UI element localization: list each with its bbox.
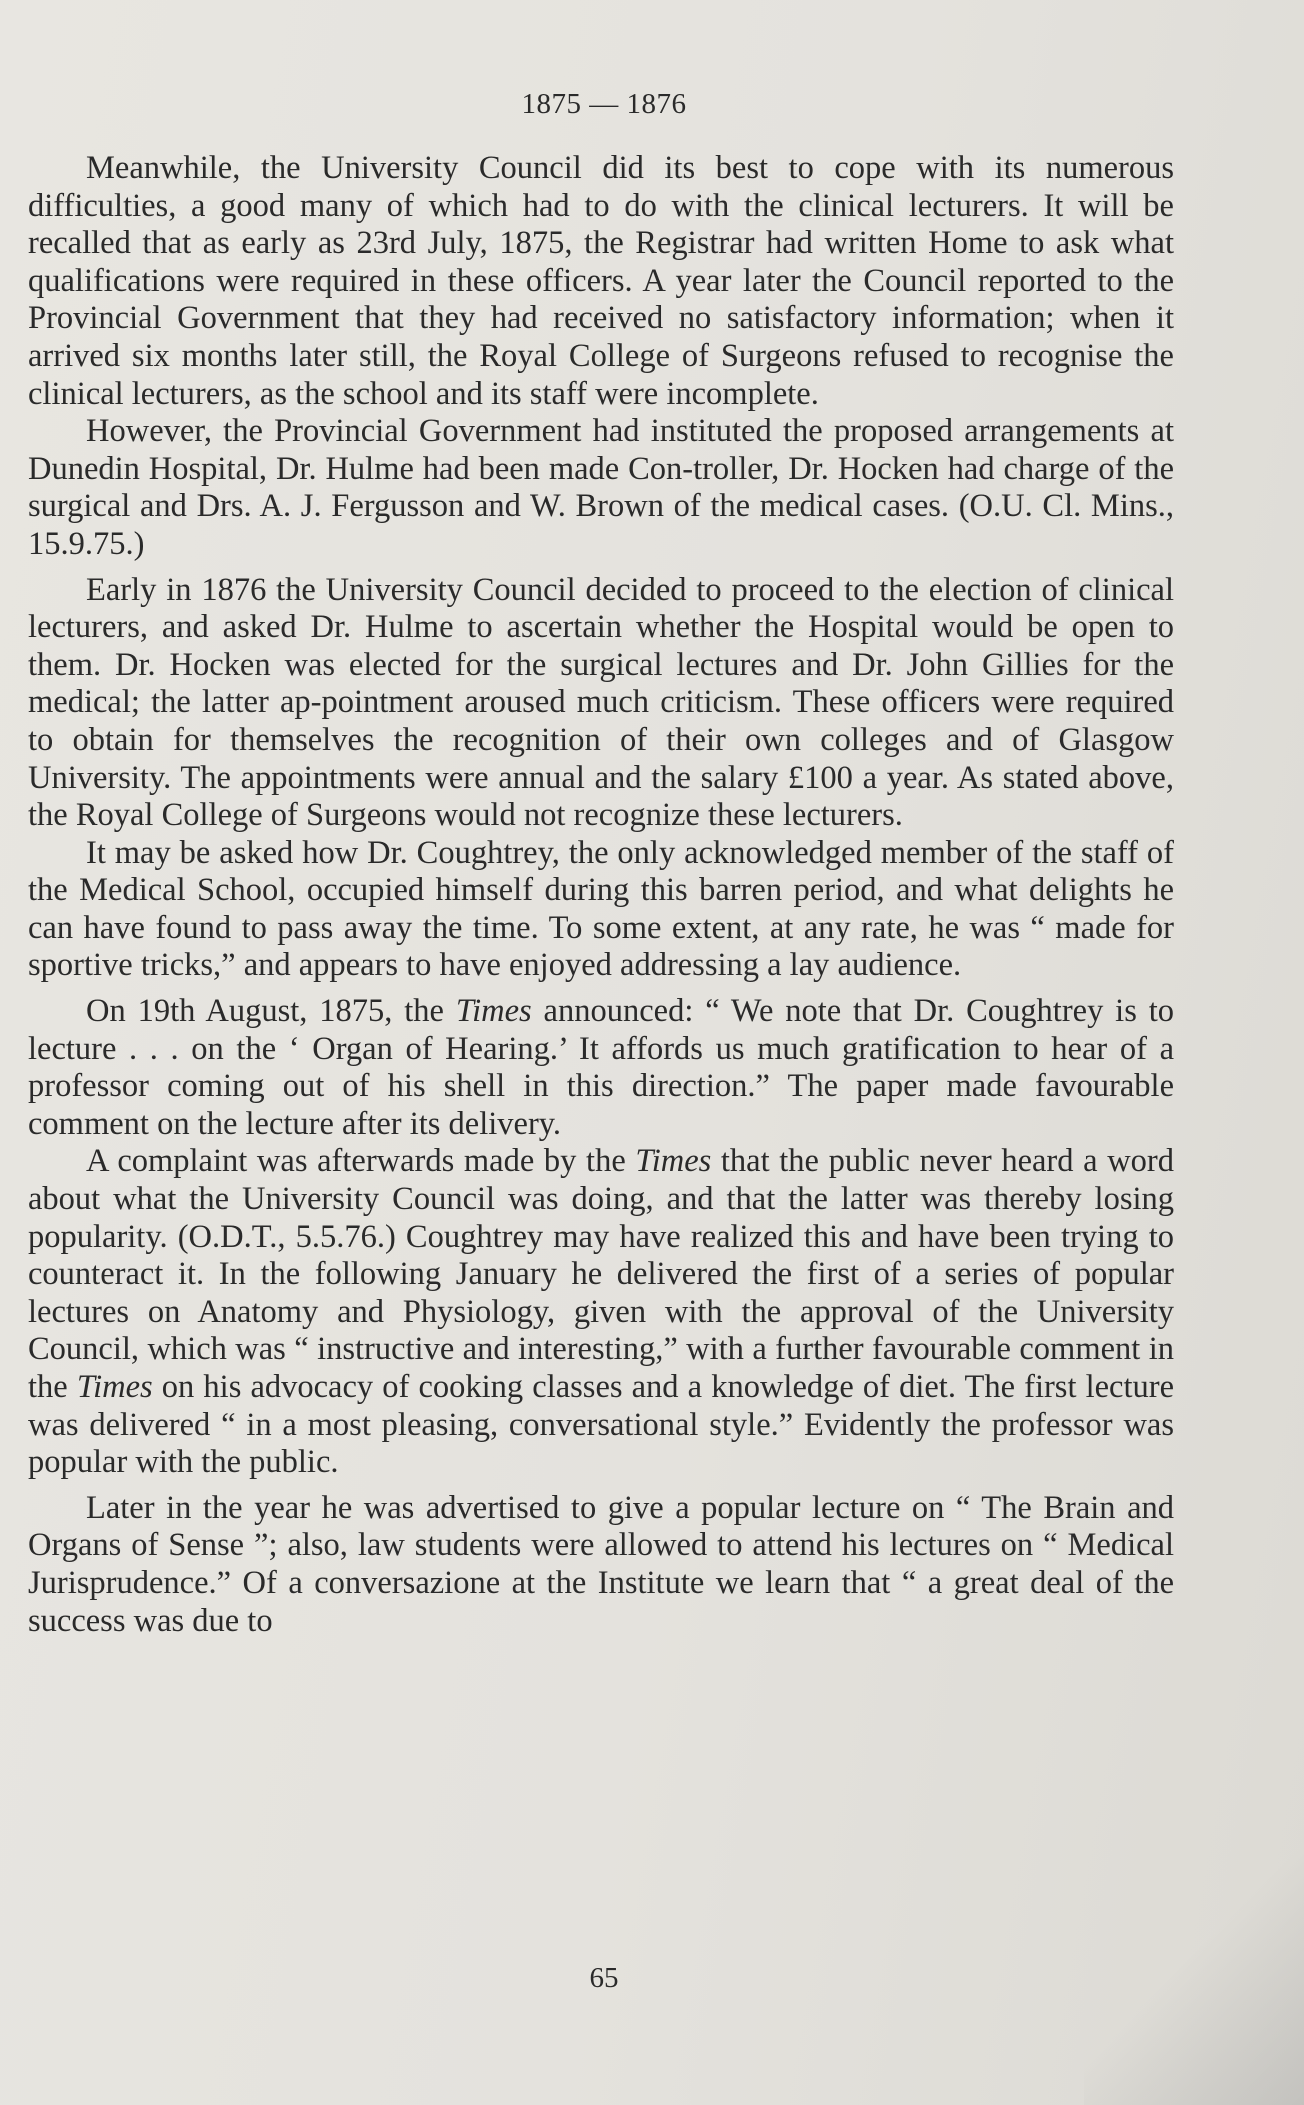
- paragraph-5-italic-times: Times: [455, 993, 532, 1030]
- paragraph-3: Early in 1876 the University Council decided to proceed to the election of clinical lecturers, and asked Dr. Hulme to ascertain whether the Hospital would be open to them. Dr. Hocken was elected for the surgical lectures and Dr. John Gillies for the medical; the latter ap-pointment aroused much criticism. These officers were required to obtain for themselves the recognition of their own colleges and of Glasgow University. The appointments were annual and the salary £100 a year. As stated above, the Royal College of Surgeons would not recognize these lecturers.: [28, 571, 1174, 834]
- paragraph-5-text-b: announced: “ We note that Dr. Coughtrey is to lecture . . . on the ‘ Organ of Hearing.’ It affords us much gratification to hear of a professor coming out of his shell in this direction.” The paper made favourable comment on the lecture after its delivery.: [28, 993, 1174, 1142]
- paragraph-1: Meanwhile, the University Council did its best to cope with its numerous difficulties, a good many of which had to do with the clinical lecturers. It will be recalled that as early as 23rd July, 1875, the Registrar had written Home to ask what qualifications were required in these officers. A year later the Council reported to the Provincial Government that they had received no satisfactory information; when it arrived six months later still, the Royal College of Surgeons refused to recognise the clinical lecturers, as the school and its staff were incomplete.: [28, 150, 1174, 412]
- paragraph-7: Later in the year he was advertised to give a popular lecture on “ The Brain and Organs of Sense ”; also, law students were allowed to attend his lectures on “ Medical Jurisprudence.” Of a conversazione at the Institute we learn that “ a great deal of the success was due to: [28, 1489, 1174, 1639]
- paragraph-6-text-b: that the public never heard a word about what the University Council was doing, and that the latter was thereby losing popularity. (O.D.T., 5.5.76.) Coughtrey may have realized this and have been trying to counteract it. In the following January he delivered the first of a series of popular lectures on Anatomy and Physiology, given with the approval of the University Council, which was “ instructive and interesting,” with a further favourable comment in the: [28, 1143, 1174, 1405]
- paragraph-2: However, the Provincial Government had instituted the proposed arrangements at Dunedin Hospital, Dr. Hulme had been made Con-troller, Dr. Hocken had charge of the surgical and Drs. A. J. Fergusson and W. Brown of the medical cases. (O.U. Cl. Mins., 15.9.75.): [28, 413, 1174, 562]
- paragraph-5: [28, 993, 1174, 1143]
- page-number: 65: [589, 1962, 619, 1994]
- paragraph-6-text-a: A complaint was afterwards made by the: [86, 1143, 636, 1180]
- paragraph-6-italic-times: Times: [635, 1143, 712, 1180]
- running-head: 1875 — 1876: [521, 88, 687, 120]
- body-text: [28, 150, 1174, 1640]
- paragraph-5-text-a: On 19th August, 1875, the: [86, 993, 456, 1030]
- paragraph-6-text-c: on his advocacy of cooking classes and a knowledge of diet. The first lecture was delivered “ in a most pleasing, conversational style.” Evidently the professor was popular with the public.: [28, 1369, 1174, 1481]
- paragraph-4: It may be asked how Dr. Coughtrey, the only acknowledged member of the staff of the Medical School, occupied himself during this barren period, and what delights he can have found to pass away the time. To some extent, at any rate, he was “ made for sportive tricks,” and appears to have enjoyed addressing a lay audience.: [28, 834, 1174, 984]
- paragraph-6-italic-times-2: Times: [76, 1369, 153, 1405]
- paragraph-6: [28, 1143, 1174, 1481]
